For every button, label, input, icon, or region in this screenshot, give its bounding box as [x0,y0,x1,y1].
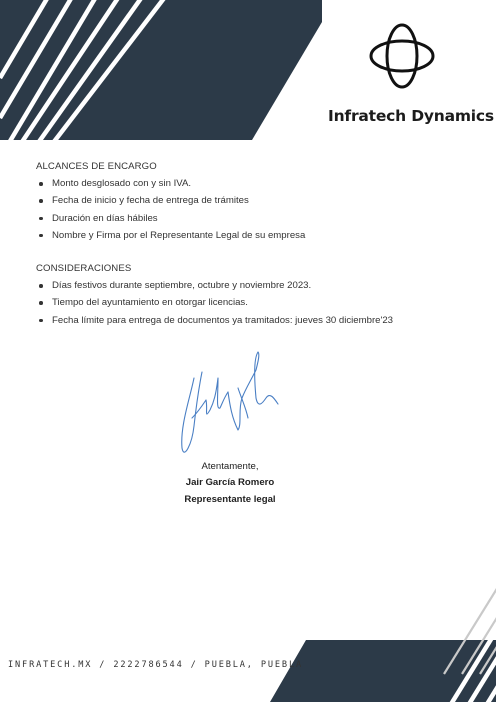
handwritten-signature [176,348,280,460]
list-item: Tiempo del ayuntamiento en otorgar licencias. [36,297,393,314]
company-name: Infratech Dynamics [328,107,494,125]
considerations-section [36,263,393,332]
list-item: Monto desglosado con y sin IVA. [36,178,305,195]
list-item: Fecha límite para entrega de documentos ya tramitados: jueves 30 diciembre'23 [36,315,393,332]
considerations-list [36,280,393,332]
scope-title: ALCANCES DE ENCARGO [36,161,157,172]
header-decorative-band [0,0,330,140]
list-item: Fecha de inicio y fecha de entrega de trámites [36,195,305,212]
signer-name: Jair García Romero [185,477,275,488]
footer-contact: INFRATECH.MX / 2222786544 / PUEBLA, PUEBLA [8,660,304,670]
scope-section [36,161,305,247]
considerations-title: CONSIDERACIONES [36,263,132,274]
list-item: Nombre y Firma por el Representante Legal de su empresa [36,230,305,247]
scope-list [36,178,305,247]
closing-salutation: Atentamente, [201,461,259,472]
orbit-logo-icon [366,22,438,90]
list-item: Días festivos durante septiembre, octubre y noviembre 2023. [36,280,393,297]
signer-title: Representante legal [184,494,276,505]
list-item: Duración en días hábiles [36,213,305,230]
footer-decorative-band [270,582,496,702]
